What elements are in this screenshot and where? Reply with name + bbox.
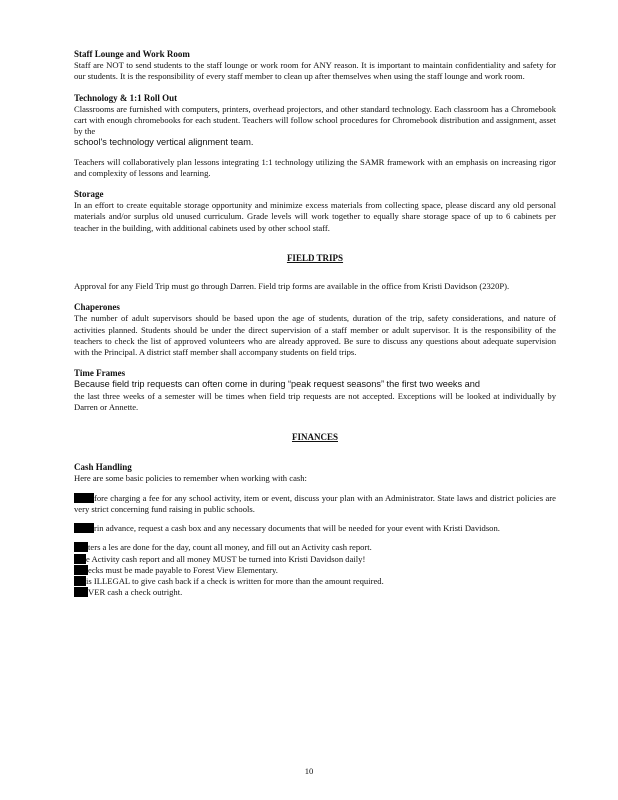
cash-policy-item: VER cash a check outright. [74,587,556,598]
redaction-bar [74,576,86,586]
technology-body-tail: school's technology vertical alignment team. [74,137,254,148]
chaperones-heading: Chaperones [74,302,120,313]
redaction-bar [74,587,88,597]
page-number: 10 [304,766,314,776]
staff-lounge-body: Staff are NOT to send students to the staff lounge or work room for ANY reason. It is important to maintain confidentiality and safety for our students. It is the responsibility of every staff member to clean up after themselves when using the staff lounge and work room. [74,60,556,82]
chaperones-body: The number of adult supervisors should be based upon the age of students, duration of the trip, safety considerations, and nature of activities planned. Students should be under the direct supervision of a staff member or adult supervisor. It is the responsibility of the teachers to check the list of approved volunteers who are already approved. Be sure to discuss any questions about adequate supervision with the Principal. A district staff member shall accompany students on field trips. [74,313,556,358]
time-frames-body: the last three weeks of a semester will be times when field trip requests are not accepted. Exceptions will be looked at individually by Darren or Annette. [74,390,556,412]
time-frames-lead: Because field trip requests can often come in during “peak request seasons” the first two weeks and [74,379,480,390]
technology-body: Classrooms are furnished with computers, printers, overhead projectors, and other standard technology. Each classroom has a Chromebook cart with enough chromebooks for each student. Teachers will follow school procedures for Chromebook distribution and assignment, asset by the [74,103,556,137]
cash-policy-item: ecks must be made payable to Forest View Elementary. [74,565,556,576]
cash-policy-item: e Activity cash report and all money MUST be turned into Kristi Davidson daily! [74,554,556,565]
cash-policy-item: fore charging a fee for any school activity, item or event, discuss your plan with an Administrator. State laws and district policies are very strict concerning fund raising in public schools. [74,492,556,514]
staff-lounge-heading: Staff Lounge and Work Room [74,49,190,59]
redaction-bar [74,493,94,503]
cash-policy-item: is ILLEGAL to give cash back if a check is written for more than the amount required. [74,576,556,587]
cash-handling-heading: Cash Handling [74,462,132,473]
cash-policy-item: rin advance, request a cash box and any necessary documents that will be needed for your event with Kristi Davidson. [74,523,556,534]
cash-policy-item: ters a les are done for the day, count all money, and fill out an Activity cash report. [74,542,556,553]
cash-handling-intro: Here are some basic policies to remember when working with cash: [74,473,307,484]
field-trips-title: FIELD TRIPS [286,252,344,263]
redaction-bar [74,523,94,533]
redaction-bar [74,565,88,575]
field-trips-body: Approval for any Field Trip must go through Darren. Field trip forms are available in the office from Kristi Davidson (2320P). [74,281,510,292]
storage-body: In an effort to create equitable storage opportunity and minimize excess materials from collecting space, please discard any old personal materials and/or surplus old unused curriculum. Grade levels will work together to equally share storage space of up to 6 cabinets per teacher in the building, with additional cabinets used by other school staff. [74,200,556,233]
redaction-bar [74,542,88,552]
technology-heading: Technology & 1:1 Roll Out [74,92,178,103]
technology-samr-body: Teachers will collaboratively plan lessons integrating 1:1 technology utilizing the SAMR framework with an emphasis on increasing rigor and complexity of lessons and learning. [74,156,556,178]
page-content [74,49,556,598]
storage-heading: Storage [74,189,104,200]
time-frames-heading: Time Frames [74,368,126,379]
finances-title: FINANCES [291,432,338,443]
redaction-bar [74,554,86,564]
